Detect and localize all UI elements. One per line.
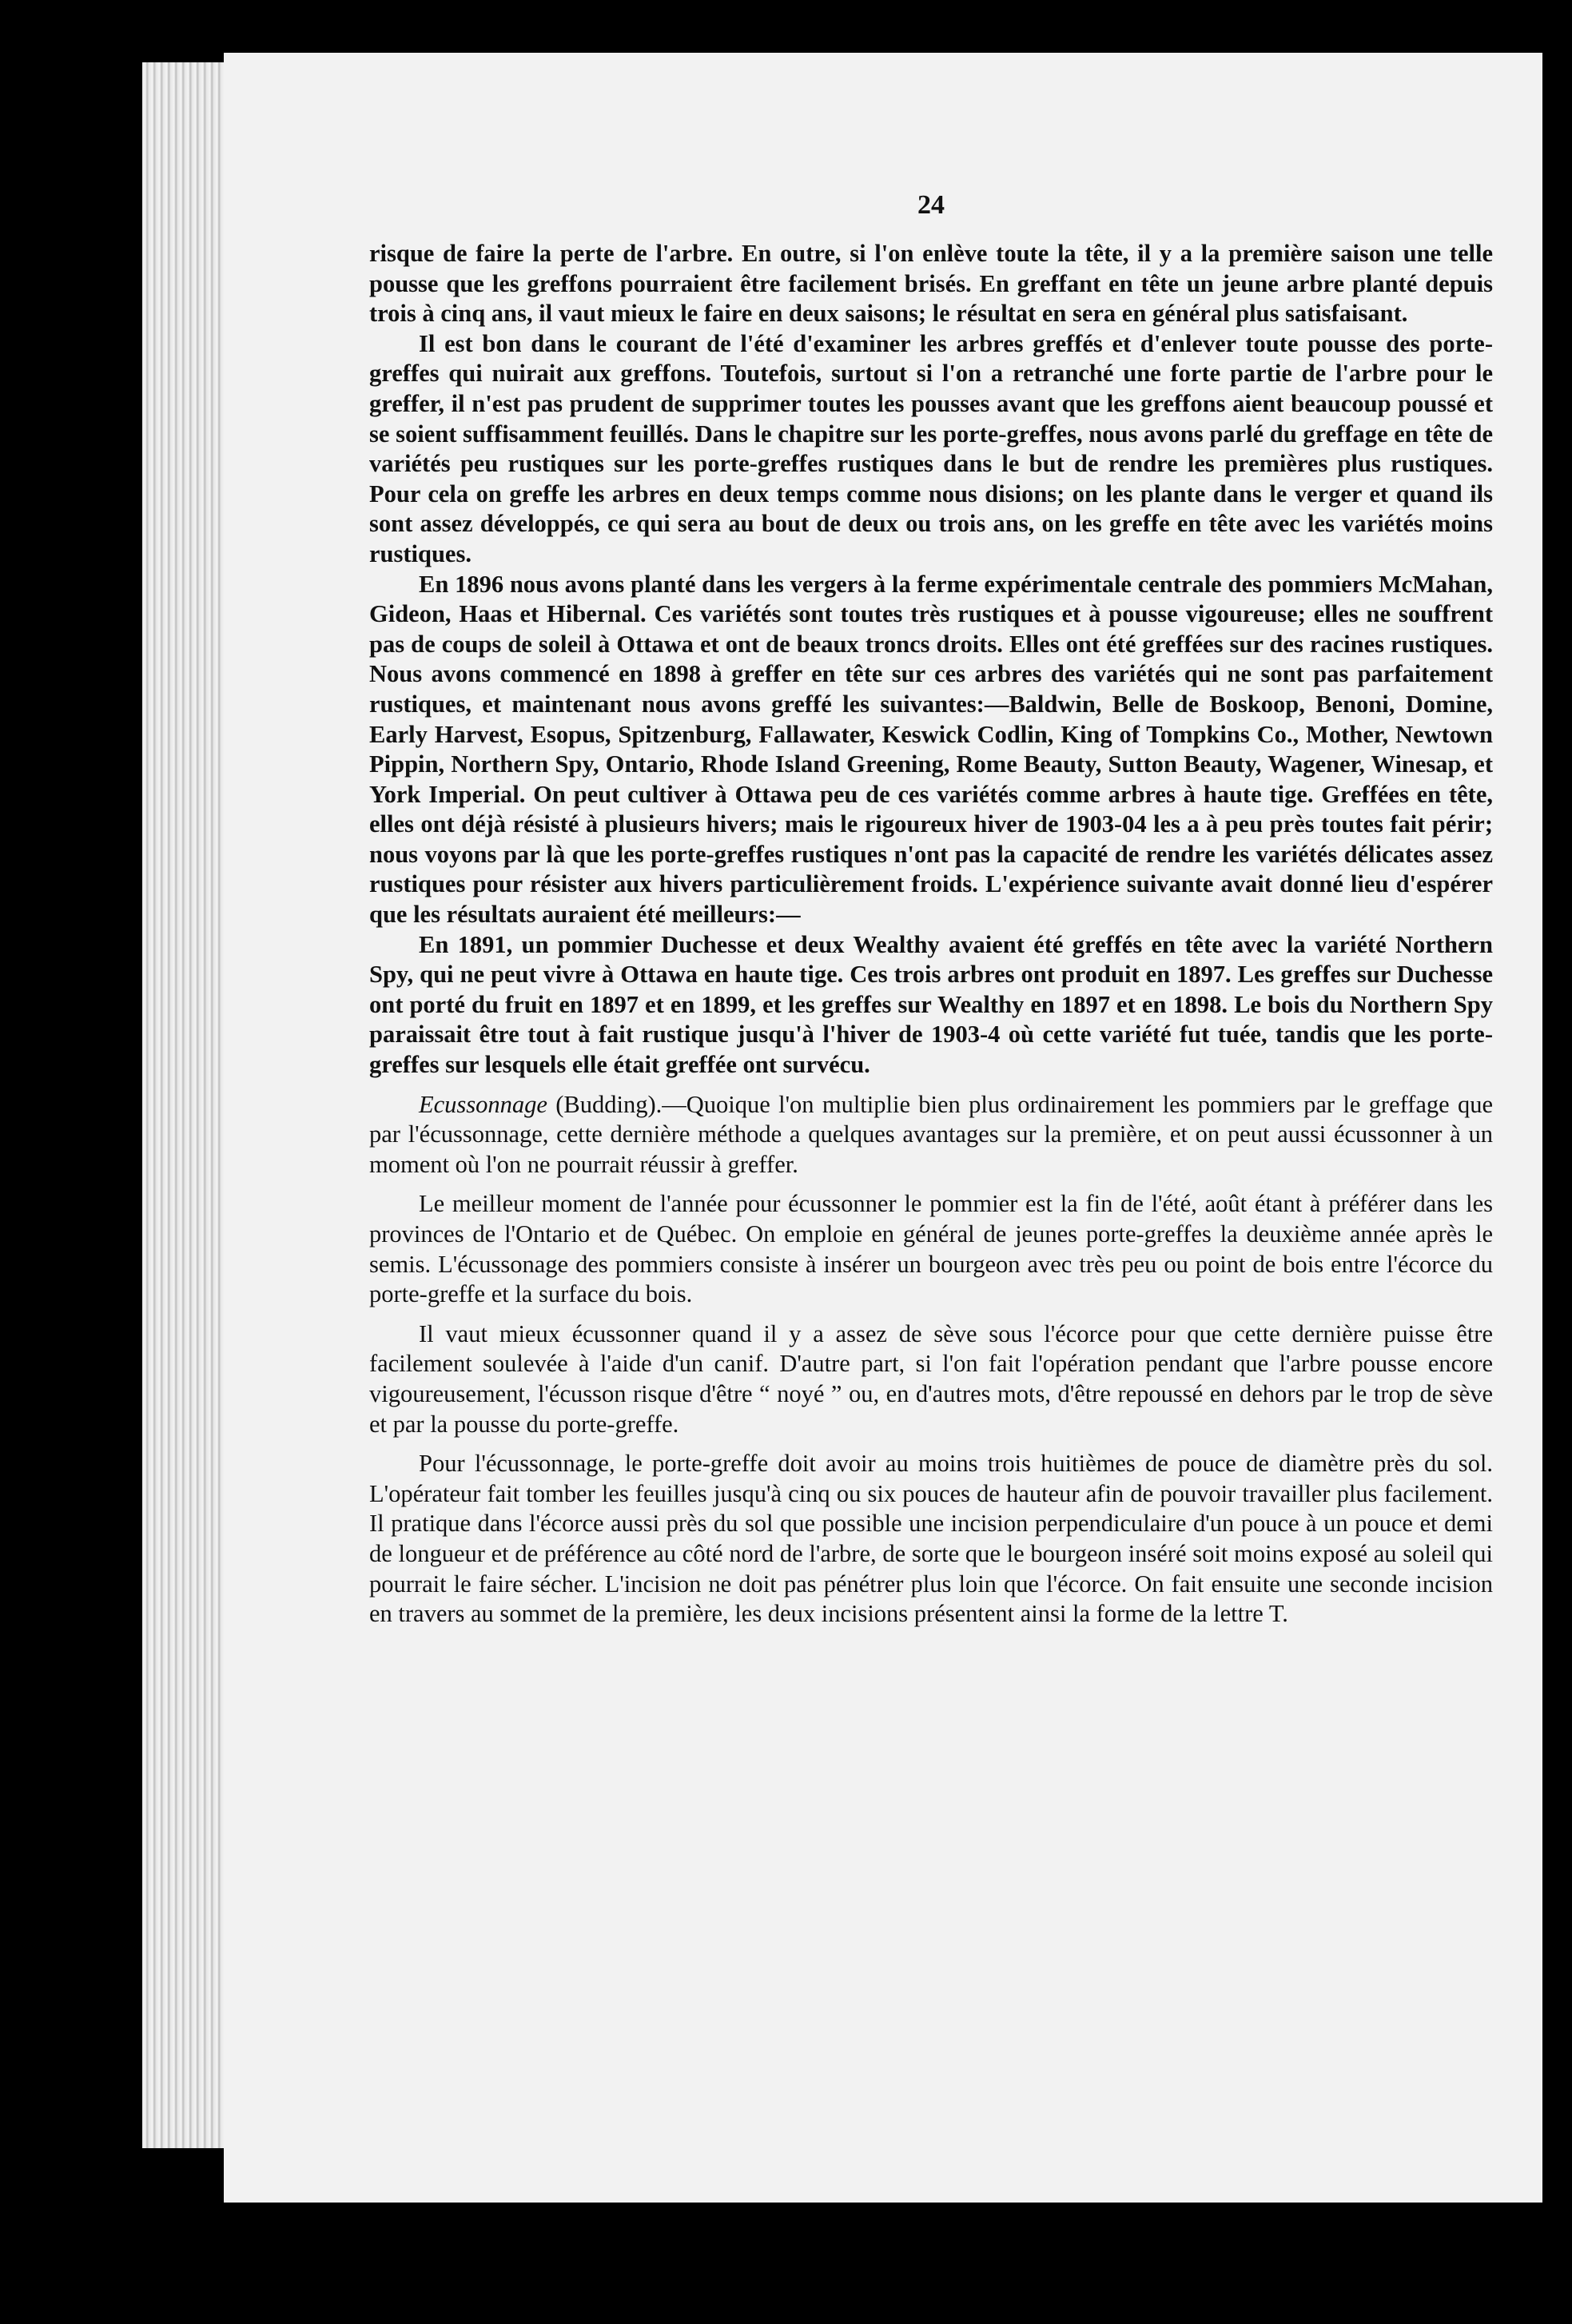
paragraph-5 — [369, 1090, 1493, 1180]
section-heading-ecussonnage: Ecussonnage — [419, 1090, 547, 1118]
paragraph-1 — [369, 239, 1493, 329]
paragraph-3 — [369, 570, 1493, 930]
paragraph-6 — [369, 1189, 1493, 1309]
paragraph-4 — [369, 930, 1493, 1080]
paragraph-3-text: En 1896 nous avons planté dans les vergers à la ferme expérimentale centrale des pommiers McMahan, Gideon, Haas et Hibernal. Ces variétés sont toutes très rustiques et à pousse vigoureuse; elles ne souffrent pas de coups de soleil à Ottawa et ont de beaux troncs droits. Elles ont été greffées sur des racines rustiques. Nous avons commencé en 1898 à greffer en tête sur ces arbres des variétés qui ne sont pas parfaitement rustiques, et maintenant nous avons greffé les suivantes:—Baldwin, Belle de Boskoop, Benoni, Domine, Early Harvest, Esopus, Spitzenburg, Fallawater, Keswick Codlin, King of Tompkins Co., Mother, Newtown Pippin, Northern Spy, Ontario, Rhode Island Greening, Rome Beauty, Sutton Beauty, Wagener, Winesap, et York Imperial. On peut cultiver à Ottawa peu de ces variétés comme arbres à haute tige. Greffées en tête, elles ont déjà résisté à plusieurs hivers; mais le rigoureux hiver de 1903-04 les a à peu près toutes fait périr; nous voyons par là que les porte-greffes rustiques n'ont pas la capacité de rendre les variétés délicates assez rustiques pour résister aux hivers particulièrement froids. L'expérience suivante avait donné lieu d'espérer que les résultats auraient été meilleurs:— — [369, 570, 1493, 929]
paragraph-2-text: Il est bon dans le courant de l'été d'examiner les arbres greffés et d'enlever toute pousse des porte-greffes qui nuirait aux greffons. Toutefois, surtout si l'on a retranché une forte partie de l'arbre pour le greffer, il n'est pas prudent de supprimer toutes les pousses avant que les greffons aient beaucoup poussé et se soient suffisamment feuillés. Dans le chapitre sur les porte-greffes, nous avons parlé du greffage en tête de variétés peu rustiques sur les porte-greffes rustiques dans le but de rendre les premières plus rustiques. Pour cela on greffe les arbres en deux temps comme nous disions; on les plante dans le verger et quand ils sont assez développés, ce qui sera au bout de deux ou trois ans, on les greffe en tête avec les variétés moins rustiques. — [369, 329, 1493, 567]
paragraph-6-text: Le meilleur moment de l'année pour écussonner le pommier est la fin de l'été, août étant à préférer dans les provinces de l'Ontario et de Québec. On emploie en général de jeunes porte-greffes la deuxième année après le semis. L'écussonage des pommiers consiste à insérer un bourgeon avec très peu ou point de bois entre l'écorce du porte-greffe et la surface du bois. — [369, 1190, 1493, 1308]
paragraph-8-text: Pour l'écussonnage, le porte-greffe doit avoir au moins trois huitièmes de pouce de diamètre près du sol. L'opérateur fait tomber les feuilles jusqu'à cinq ou six pouces de hauteur afin de pouvoir travailler plus facilement. Il pratique dans l'écorce aussi près du sol que possible une incision perpendiculaire d'un pouce à un pouce et demi de longueur et de préférence au côté nord de l'arbre, de sorte que le bourgeon inséré soit moins exposé au soleil qui pourrait le faire sécher. L'incision ne doit pas pénétrer plus loin que l'écorce. On fait ensuite une seconde incision en travers au sommet de la première, les deux incisions présentent ainsi la forme de la lettre T. — [369, 1450, 1493, 1628]
paragraph-5-text: (Budding).—Quoique l'on multiplie bien plus ordinairement les pommiers par le greffage que par l'écussonnage, cette dernière méthode a quelques avantages sur la première, et on peut aussi écussonner à un moment où l'on ne pourrait réussir à greffer. — [369, 1090, 1493, 1178]
page-content — [369, 189, 1493, 1630]
paragraph-2 — [369, 329, 1493, 570]
paragraph-8 — [369, 1449, 1493, 1630]
page-number: 24 — [917, 190, 945, 220]
paragraph-1-text: risque de faire la perte de l'arbre. En outre, si l'on enlève toute la tête, il y a la première saison une telle pousse que les greffons pourraient être facilement brisés. En greffant en tête un jeune arbre planté depuis trois à cinq ans, il vaut mieux le faire en deux saisons; le résultat en sera en général plus satisfaisant. — [369, 240, 1493, 328]
paragraph-7-text: Il vaut mieux écussonner quand il y a assez de sève sous l'écorce pour que cette dernière puisse être facilement soulevée à l'aide d'un canif. D'autre part, si l'on fait l'opération pendant que l'arbre pousse encore vigoureusement, l'écusson risque d'être “ noyé ” ou, en d'autres mots, d'être repoussé en dehors par le trop de sève et par la pousse du porte-greffe. — [369, 1319, 1493, 1438]
paragraph-4-text: En 1891, un pommier Duchesse et deux Wealthy avaient été greffés en tête avec la variété Northern Spy, qui ne peut vivre à Ottawa en haute tige. Ces trois arbres ont produit en 1897. Les greffes sur Duchesse ont porté du fruit en 1897 et en 1899, et les greffes sur Wealthy en 1897 et en 1898. Le bois du Northern Spy paraissait être tout à fait rustique jusqu'à l'hiver de 1903-4 où cette variété fut tuée, tandis que les porte-greffes sur lesquels elle était greffée ont survécu. — [369, 930, 1493, 1079]
paragraph-7 — [369, 1319, 1493, 1439]
